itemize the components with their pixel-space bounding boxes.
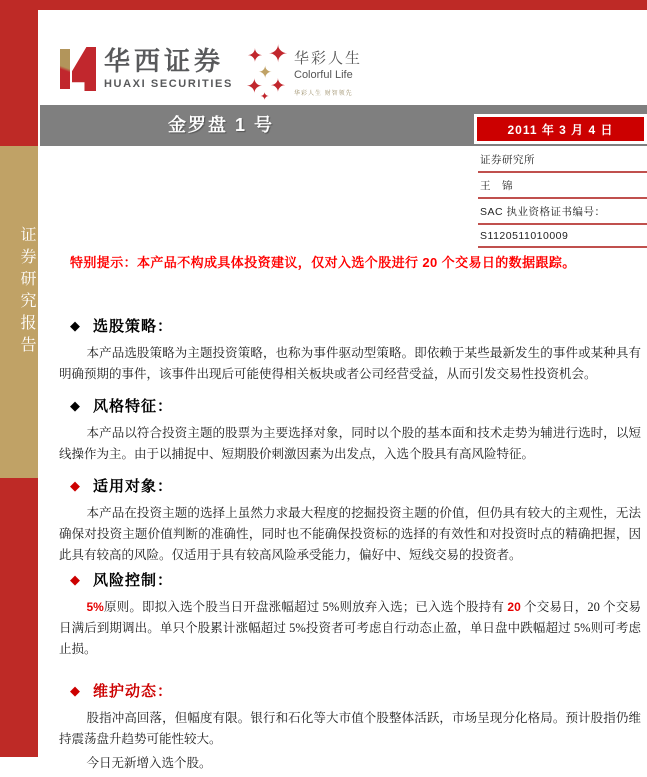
section-heading xyxy=(70,569,641,590)
sidebar-research-band xyxy=(0,146,38,478)
huaxi-name-en: HUAXI SECURITIES xyxy=(104,78,233,90)
colorful-life-en: Colorful Life xyxy=(294,69,353,81)
sidebar-vertical-label: 证券研究报告 xyxy=(18,226,35,358)
section-paragraph: 今日无新增入选个股。 xyxy=(86,756,212,770)
sidebar-red-top-band xyxy=(0,10,38,146)
top-red-bar xyxy=(0,0,647,10)
report-section xyxy=(59,475,641,566)
section-heading xyxy=(70,680,641,701)
colorful-life-logo-text xyxy=(294,51,362,97)
colorful-life-logo-icon: ✦ ✦ ✦ ✦ ✦ ✦ xyxy=(246,42,289,103)
report-section xyxy=(59,315,641,385)
section-title: 维护动态： xyxy=(93,683,174,700)
section-title: 适用对象： xyxy=(93,478,174,495)
section-title: 选股策略： xyxy=(93,318,174,335)
info-row: 王 锦 xyxy=(478,173,647,199)
info-row: SAC 执业资格证书编号： xyxy=(478,199,647,225)
report-date: 2011 年 3 月 4 日 xyxy=(507,122,614,137)
colorful-life-slogan: 华彩人生 财智领先 xyxy=(294,91,353,97)
diamond-bullet-icon: ◆ xyxy=(70,683,80,698)
diamond-bullet-icon: ◆ xyxy=(70,572,80,587)
report-title: 金罗盘 1 号 xyxy=(168,115,275,135)
info-row: S1120511010009 xyxy=(478,225,647,248)
huaxi-logo-icon xyxy=(60,47,96,91)
report-section xyxy=(59,680,641,774)
special-notice: 特别提示：本产品不构成具体投资建议，仅对入选个股进行 20 个交易日的数据跟踪。 xyxy=(70,255,576,270)
huaxi-name-cn: 华西证券 xyxy=(104,47,225,76)
section-title: 风格特征： xyxy=(93,398,174,415)
report-section xyxy=(59,395,641,465)
report-body xyxy=(59,252,641,777)
section-heading xyxy=(70,475,641,496)
info-row: 证券研究所 xyxy=(478,147,647,173)
diamond-bullet-icon: ◆ xyxy=(70,318,80,333)
report-section xyxy=(59,569,641,660)
section-paragraph: 本产品在投资主题的选择上虽然力求最大程度的挖掘投资主题的价值，但仍具有较大的主观性，无法确保对投资主题价值判断的准确性，同时也不能确保投资标的选择的有效性和对投资时点的精确把握，因此具有较高的风险。仅适用于具有较高风险承受能力，偏好中、短线交易的投资者。 xyxy=(59,506,641,562)
section-paragraph: 股指冲高回落，但幅度有限。银行和石化等大市值个股整体活跃，市场呈现分化格局。预计股指仍维持震荡盘升趋势可能性较大。 xyxy=(59,711,641,746)
colorful-life-cn: 华彩人生 xyxy=(294,51,363,67)
section-heading xyxy=(70,395,641,416)
diamond-bullet-icon: ◆ xyxy=(70,398,80,413)
report-date-badge xyxy=(474,114,647,144)
section-paragraph: 本产品以符合投资主题的股票为主要选择对象，同时以个股的基本面和技术走势为辅进行选时，以短线操作为主。由于以捕捉中、短期股价刺激因素为出发点，入选个股具有高风险特征。 xyxy=(59,426,641,461)
huaxi-logo-text xyxy=(104,48,233,90)
analyst-info-panel xyxy=(478,147,647,248)
section-paragraph: 本产品选股策略为主题投资策略，也称为事件驱动型策略。即依赖于某些最新发生的事件或某种具有明确预期的事件，该事件出现后可能使得相关板块或者公司经营受益，从而引发交易性投资机会。 xyxy=(59,346,641,381)
sidebar-red-bottom-band xyxy=(0,478,38,757)
section-paragraph: 5%原则。即拟入选个股当日开盘涨幅超过 5%则放弃入选；已入选个股持有 20 个交易日，20 个交易日满后到期调出。单只个股累计涨幅超过 5%投资者可考虑自行动态止盈，单日盘中跌幅超过 5%则可考虑止损。 xyxy=(59,600,641,656)
section-title: 风险控制： xyxy=(93,572,174,589)
diamond-bullet-icon: ◆ xyxy=(70,478,80,493)
section-heading xyxy=(70,315,641,336)
title-bar xyxy=(40,105,647,146)
